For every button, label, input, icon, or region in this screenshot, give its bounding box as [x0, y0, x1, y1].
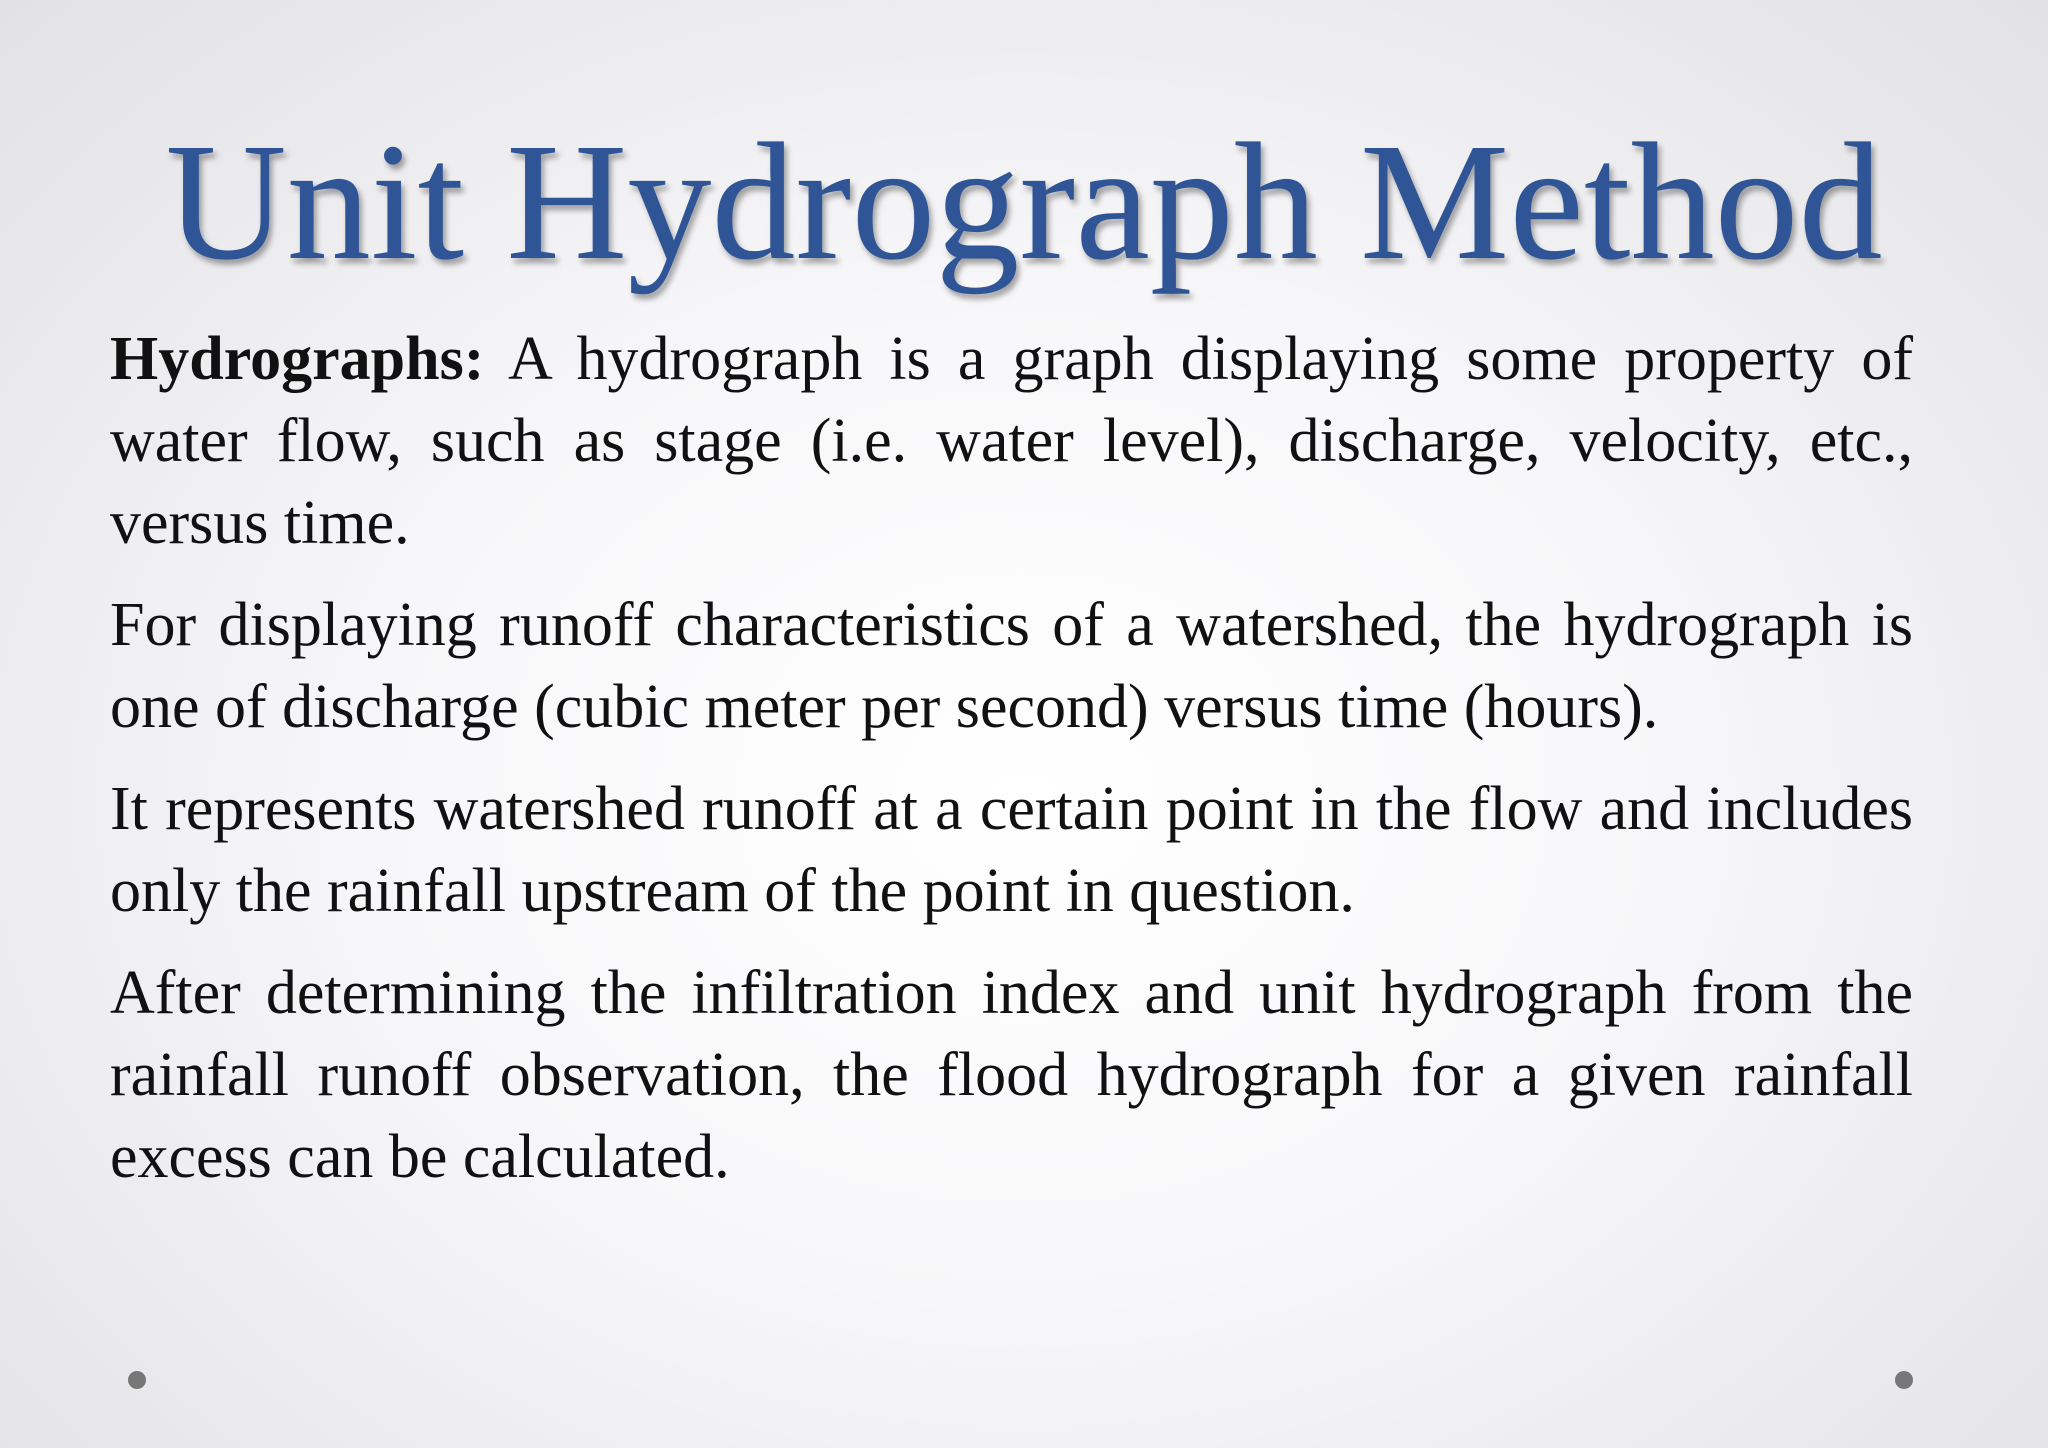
decorative-dot-right	[1895, 1371, 1913, 1389]
term-hydrographs: Hydrographs:	[110, 325, 485, 393]
paragraph-watershed-runoff: It represents watershed runoff at a certain point in the flow and includes only the rainfall upstream of the point in question.	[110, 775, 1913, 925]
paragraph-text: A hydrograph is a graph displaying some property of water flow, such as stage (i.e. water level), discharge, velocity, etc., versus time.	[110, 325, 1913, 557]
slide-body	[110, 318, 1913, 1218]
paragraph-runoff-characteristics: For displaying runoff characteristics of a watershed, the hydrograph is one of discharge (cubic meter per second) versus time (hours).	[110, 591, 1913, 741]
paragraph-hydrographs-definition	[110, 318, 1913, 564]
decorative-dot-left	[128, 1371, 146, 1389]
paragraph-flood-hydrograph: After determining the infiltration index and unit hydrograph from the rainfall runoff observation, the flood hydrograph for a given rainfall excess can be calculated.	[110, 959, 1913, 1191]
slide-title: Unit Hydrograph Method	[165, 109, 1883, 295]
